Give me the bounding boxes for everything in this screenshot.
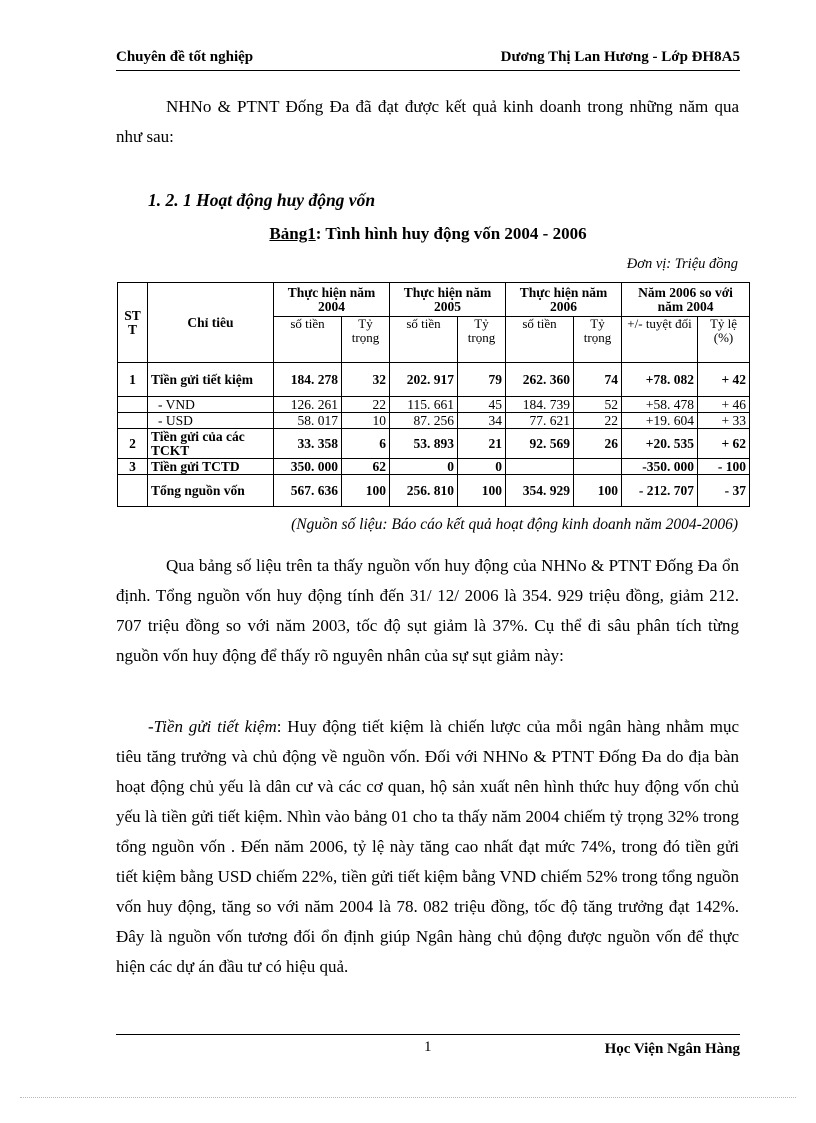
- cell-pct-change: + 33: [698, 413, 750, 429]
- header-2005: Thực hiện năm 2005: [390, 283, 506, 317]
- cell-abs-change: +19. 604: [622, 413, 698, 429]
- page-bottom-divider: [20, 1097, 796, 1098]
- cell-abs-change: +20. 535: [622, 429, 698, 459]
- intro-paragraph: NHNo & PTNT Đống Đa đã đạt được kết quả kinh doanh trong những năm qua như sau:: [116, 97, 739, 146]
- table-row: [118, 459, 750, 475]
- cell-stt: 1: [118, 363, 148, 397]
- cell-share-2005: 79: [458, 363, 506, 397]
- cell-share-2004: 100: [342, 475, 390, 507]
- cell-share-2005: 21: [458, 429, 506, 459]
- cell-abs-change: +78. 082: [622, 363, 698, 397]
- cell-pct-change: + 62: [698, 429, 750, 459]
- cell-value-2006: 262. 360: [506, 363, 574, 397]
- table-row: [118, 429, 750, 459]
- header-2004: Thực hiện năm 2004: [274, 283, 390, 317]
- cell-abs-change: +58. 478: [622, 397, 698, 413]
- cell-stt: [118, 397, 148, 413]
- cell-value-2006: 184. 739: [506, 397, 574, 413]
- cell-share-2006: [574, 459, 622, 475]
- header-2006: Thực hiện năm 2006: [506, 283, 622, 317]
- sub-sotien-2006: số tiền: [506, 317, 574, 363]
- header-stt: ST T: [118, 283, 148, 363]
- cell-value-2005: 202. 917: [390, 363, 458, 397]
- cell-value-2004: 33. 358: [274, 429, 342, 459]
- table-unit: Đơn vị: Triệu đồng: [626, 256, 738, 272]
- cell-chitieu: Tiền gửi tiết kiệm: [148, 363, 274, 397]
- cell-stt: 3: [118, 459, 148, 475]
- sub-tytrong-2006: Tỷ trọng: [574, 317, 622, 363]
- table-title-text: : Tình hình huy động vốn 2004 - 2006: [315, 224, 587, 243]
- sub-tyle: Tỷ lệ (%): [698, 317, 750, 363]
- table-title: [116, 224, 740, 244]
- footer-right: Học Viện Ngân Hàng: [604, 1041, 740, 1057]
- cell-chitieu: Tiền gửi TCTD: [148, 459, 274, 475]
- savings-label: -Tiền gửi tiết kiệm: [148, 717, 277, 736]
- cell-share-2006: 52: [574, 397, 622, 413]
- cell-share-2005: 100: [458, 475, 506, 507]
- cell-share-2005: 45: [458, 397, 506, 413]
- cell-stt: 2: [118, 429, 148, 459]
- cell-value-2004: 126. 261: [274, 397, 342, 413]
- cell-chitieu: - USD: [148, 413, 274, 429]
- table-row: [118, 475, 750, 507]
- cell-pct-change: - 100: [698, 459, 750, 475]
- cell-value-2005: 87. 256: [390, 413, 458, 429]
- cell-chitieu: - VND: [148, 397, 274, 413]
- cell-chitieu: Tổng nguồn vốn: [148, 475, 274, 507]
- table-row: [118, 413, 750, 429]
- sub-tytrong-2005: Tỷ trọng: [458, 317, 506, 363]
- cell-value-2005: 0: [390, 459, 458, 475]
- sub-sotien-2004: số tiền: [274, 317, 342, 363]
- cell-share-2005: 0: [458, 459, 506, 475]
- cell-value-2006: 354. 929: [506, 475, 574, 507]
- cell-value-2005: 53. 893: [390, 429, 458, 459]
- cell-value-2006: 92. 569: [506, 429, 574, 459]
- page-header: [116, 48, 740, 71]
- cell-share-2004: 32: [342, 363, 390, 397]
- page-number: 1: [424, 1039, 432, 1055]
- header-left: Chuyên đề tốt nghiệp: [116, 49, 254, 65]
- savings-text: : Huy động tiết kiệm là chiến lược của mỗi ngân hàng nhằm mục tiêu tăng trưởng và chủ động về nguồn vốn. Đối với NHNo & PTNT Đống Đa do địa bàn hoạt động chủ yếu là dân cư và các cơ quan, hộ sản xuất nên hình thức huy động vốn chủ yếu là tiền gửi tiết kiệm. Nhìn vào bảng 01 cho ta thấy năm 2004 chiếm tỷ trọng 32% trong tổng nguồn vốn . Đến năm 2006, tỷ lệ này tăng cao nhất đạt mức 74%, trong đó tiền gửi tiết kiệm bằng USD chiếm 22%, tiền gửi tiết kiệm bằng VND chiếm 52% trong tổng nguồn vốn huy động, tăng so với năm 2004 là 78. 082 triệu đồng, tốc độ tăng trưởng đạt 142%. Đây là nguồn vốn tương đối ổn định giúp Ngân hàng chủ động được nguồn vốn để thực hiện các dự án đầu tư có hiệu quả.: [116, 717, 739, 976]
- table-title-label: Bảng1: [269, 224, 316, 243]
- cell-share-2004: 22: [342, 397, 390, 413]
- cell-value-2006: [506, 459, 574, 475]
- cell-value-2006: 77. 621: [506, 413, 574, 429]
- cell-share-2004: 6: [342, 429, 390, 459]
- sub-sotien-2005: số tiền: [390, 317, 458, 363]
- capital-table: [117, 282, 750, 507]
- cell-pct-change: + 42: [698, 363, 750, 397]
- cell-share-2005: 34: [458, 413, 506, 429]
- cell-value-2004: 58. 017: [274, 413, 342, 429]
- cell-value-2004: 567. 636: [274, 475, 342, 507]
- cell-stt: [118, 475, 148, 507]
- cell-value-2004: 184. 278: [274, 363, 342, 397]
- header-right: Dương Thị Lan Hương - Lớp ĐH8A5: [500, 49, 740, 65]
- sub-tuyetdoi: +/- tuyệt đối: [622, 317, 698, 363]
- cell-share-2004: 62: [342, 459, 390, 475]
- page-footer: [116, 1034, 740, 1057]
- cell-abs-change: - 212. 707: [622, 475, 698, 507]
- cell-value-2004: 350. 000: [274, 459, 342, 475]
- header-compare: Năm 2006 so với năm 2004: [622, 283, 750, 317]
- sub-tytrong-2004: Tỷ trọng: [342, 317, 390, 363]
- cell-share-2006: 74: [574, 363, 622, 397]
- analysis-paragraph: Qua bảng số liệu trên ta thấy nguồn vốn huy động của NHNo & PTNT Đống Đa ổn định. Tổng nguồn vốn huy động tính đến 31/ 12/ 2006 là 354. 929 triệu đồng, giảm 212. 707 triệu đồng so với năm 2003, tốc độ sụt giảm là 37%. Cụ thể đi sâu phân tích từng nguồn vốn huy động để thấy rõ nguyên nhân của sự sụt giảm này:: [116, 556, 739, 665]
- cell-pct-change: + 46: [698, 397, 750, 413]
- cell-value-2005: 115. 661: [390, 397, 458, 413]
- cell-pct-change: - 37: [698, 475, 750, 507]
- cell-stt: [118, 413, 148, 429]
- table-row: [118, 397, 750, 413]
- cell-share-2006: 22: [574, 413, 622, 429]
- cell-abs-change: -350. 000: [622, 459, 698, 475]
- header-chitieu: Chỉ tiêu: [148, 283, 274, 363]
- table-row: [118, 363, 750, 397]
- cell-value-2005: 256. 810: [390, 475, 458, 507]
- cell-share-2006: 26: [574, 429, 622, 459]
- cell-share-2006: 100: [574, 475, 622, 507]
- table-source: (Nguồn số liệu: Báo cáo kết quả hoạt động kinh doanh năm 2004-2006): [291, 516, 738, 533]
- cell-chitieu: Tiền gửi của các TCKT: [148, 429, 274, 459]
- savings-paragraph: [116, 712, 739, 982]
- cell-share-2004: 10: [342, 413, 390, 429]
- section-title: 1. 2. 1 Hoạt động huy động vốn: [148, 190, 376, 210]
